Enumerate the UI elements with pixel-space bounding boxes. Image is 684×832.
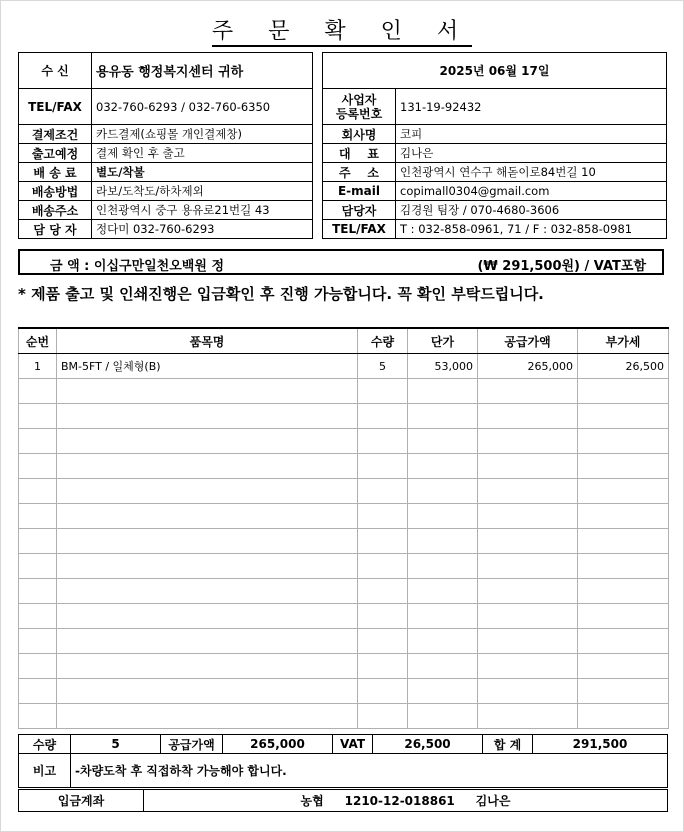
col-header-no: 순번 bbox=[19, 328, 57, 354]
address-label: 주 소 bbox=[323, 163, 396, 182]
tel-fax-value: 032-760-6293 / 032-760-6350 bbox=[92, 89, 313, 125]
ship-schedule-label: 출고예정 bbox=[19, 144, 92, 163]
empty-cell bbox=[19, 429, 57, 454]
row-supply: 265,000 bbox=[478, 354, 578, 379]
email-value: copimall0304@gmail.com bbox=[396, 182, 667, 201]
empty-cell bbox=[358, 529, 408, 554]
payment-terms-label: 결제조건 bbox=[19, 125, 92, 144]
empty-cell bbox=[578, 504, 669, 529]
table-row-empty bbox=[19, 504, 669, 529]
ship-schedule-value: 결제 확인 후 출고 bbox=[92, 144, 313, 163]
empty-cell bbox=[358, 629, 408, 654]
empty-cell bbox=[19, 404, 57, 429]
row-vat: 26,500 bbox=[578, 354, 669, 379]
col-header-vat: 부가세 bbox=[578, 328, 669, 354]
amount-korean: 금 액 : 이십구만일천오백원 정 bbox=[50, 259, 224, 274]
biz-reg-value: 131-19-92432 bbox=[396, 89, 667, 125]
empty-cell bbox=[19, 504, 57, 529]
empty-cell bbox=[478, 529, 578, 554]
empty-cell bbox=[358, 479, 408, 504]
table-row-empty bbox=[19, 579, 669, 604]
empty-cell bbox=[578, 604, 669, 629]
sum-total-value: 291,500 bbox=[533, 735, 668, 754]
table-row-empty bbox=[19, 654, 669, 679]
empty-cell bbox=[578, 379, 669, 404]
table-row-empty bbox=[19, 479, 669, 504]
table-row-empty bbox=[19, 454, 669, 479]
empty-cell bbox=[478, 429, 578, 454]
note-value: -차량도착 후 직접하착 가능해야 합니다. bbox=[71, 754, 668, 788]
recipient-label: 수 신 bbox=[19, 53, 92, 89]
note-label: 비고 bbox=[19, 754, 71, 788]
supplier-table bbox=[322, 52, 667, 239]
bank-label: 입금계좌 bbox=[19, 790, 144, 812]
empty-cell bbox=[478, 404, 578, 429]
empty-cell bbox=[358, 454, 408, 479]
empty-cell bbox=[57, 629, 358, 654]
table-row bbox=[19, 354, 669, 379]
company-label: 회사명 bbox=[323, 125, 396, 144]
sum-vat-value: 26,500 bbox=[373, 735, 483, 754]
payment-notice: * 제품 출고 및 인쇄진행은 입금확인 후 진행 가능합니다. 꼭 확인 부탁드립니다. bbox=[18, 285, 544, 303]
empty-cell bbox=[57, 579, 358, 604]
table-row-empty bbox=[19, 629, 669, 654]
manager-value: 김경원 팀장 / 070-4680-3606 bbox=[396, 201, 667, 220]
address-value: 인천광역시 연수구 해돋이로84번길 10 bbox=[396, 163, 667, 182]
sum-vat-label: VAT bbox=[333, 735, 373, 754]
table-row-empty bbox=[19, 429, 669, 454]
empty-cell bbox=[19, 529, 57, 554]
ship-method-label: 배송방법 bbox=[19, 182, 92, 201]
empty-cell bbox=[19, 604, 57, 629]
empty-cell bbox=[19, 679, 57, 704]
empty-cell bbox=[578, 454, 669, 479]
note-table bbox=[18, 753, 668, 788]
empty-cell bbox=[478, 554, 578, 579]
empty-cell bbox=[478, 479, 578, 504]
company-value: 코피 bbox=[396, 125, 667, 144]
table-row-empty bbox=[19, 604, 669, 629]
empty-cell bbox=[57, 454, 358, 479]
ceo-value: 김나은 bbox=[396, 144, 667, 163]
empty-cell bbox=[57, 704, 358, 729]
table-row-empty bbox=[19, 529, 669, 554]
empty-cell bbox=[478, 654, 578, 679]
empty-cell bbox=[408, 479, 478, 504]
ship-method-value: 라보/도착도/하차제외 bbox=[92, 182, 313, 201]
empty-cell bbox=[57, 404, 358, 429]
empty-cell bbox=[478, 454, 578, 479]
amount-box bbox=[18, 249, 664, 275]
empty-cell bbox=[57, 479, 358, 504]
empty-cell bbox=[57, 529, 358, 554]
col-header-item: 품목명 bbox=[57, 328, 358, 354]
email-label: E-mail bbox=[323, 182, 396, 201]
empty-cell bbox=[578, 629, 669, 654]
empty-cell bbox=[478, 629, 578, 654]
empty-cell bbox=[578, 479, 669, 504]
empty-cell bbox=[478, 504, 578, 529]
bank-table bbox=[18, 789, 668, 812]
empty-cell bbox=[408, 554, 478, 579]
col-header-qty: 수량 bbox=[358, 328, 408, 354]
empty-cell bbox=[358, 654, 408, 679]
empty-cell bbox=[408, 429, 478, 454]
empty-cell bbox=[408, 504, 478, 529]
empty-cell bbox=[358, 604, 408, 629]
empty-cell bbox=[578, 704, 669, 729]
empty-cell bbox=[358, 504, 408, 529]
sum-supply-label: 공급가액 bbox=[161, 735, 223, 754]
empty-cell bbox=[408, 529, 478, 554]
manager-label: 담당자 bbox=[323, 201, 396, 220]
empty-cell bbox=[57, 679, 358, 704]
empty-cell bbox=[57, 554, 358, 579]
table-row-empty bbox=[19, 679, 669, 704]
table-row-empty bbox=[19, 379, 669, 404]
shipping-fee-label: 배 송 료 bbox=[19, 163, 92, 182]
empty-cell bbox=[19, 579, 57, 604]
sum-qty-value: 5 bbox=[71, 735, 161, 754]
items-table bbox=[18, 327, 669, 729]
contact-person-label: 담 당 자 bbox=[19, 220, 92, 239]
empty-cell bbox=[358, 429, 408, 454]
bank-value: 농협 1210-12-018861 김나은 bbox=[144, 790, 668, 812]
row-item: BM-5FT / 일체형(B) bbox=[57, 354, 358, 379]
row-qty: 5 bbox=[358, 354, 408, 379]
col-header-supply: 공급가액 bbox=[478, 328, 578, 354]
payment-terms-value: 카드결제(쇼핑몰 개인결제창) bbox=[92, 125, 313, 144]
tel-fax-label: TEL/FAX bbox=[19, 89, 92, 125]
document-title: 주 문 확 인 서 bbox=[0, 14, 684, 45]
empty-cell bbox=[358, 679, 408, 704]
empty-cell bbox=[408, 704, 478, 729]
empty-cell bbox=[57, 604, 358, 629]
recipient-table bbox=[18, 52, 313, 239]
empty-cell bbox=[358, 554, 408, 579]
sum-qty-label: 수량 bbox=[19, 735, 71, 754]
table-row-empty bbox=[19, 554, 669, 579]
empty-cell bbox=[57, 429, 358, 454]
empty-cell bbox=[408, 379, 478, 404]
empty-cell bbox=[408, 604, 478, 629]
biz-reg-label: 사업자 등록번호 bbox=[323, 89, 396, 125]
empty-cell bbox=[478, 679, 578, 704]
empty-cell bbox=[578, 529, 669, 554]
empty-cell bbox=[358, 704, 408, 729]
empty-cell bbox=[408, 654, 478, 679]
empty-cell bbox=[478, 704, 578, 729]
summary-table bbox=[18, 734, 668, 754]
supplier-tel-label: TEL/FAX bbox=[323, 220, 396, 239]
contact-person-value: 정다미 032-760-6293 bbox=[92, 220, 313, 239]
row-no: 1 bbox=[19, 354, 57, 379]
order-date: 2025년 06월 17일 bbox=[323, 53, 667, 89]
empty-cell bbox=[358, 404, 408, 429]
empty-cell bbox=[578, 404, 669, 429]
amount-numeric: (₩ 291,500원) / VAT포함 bbox=[477, 259, 646, 274]
empty-cell bbox=[408, 679, 478, 704]
col-header-unit-price: 단가 bbox=[408, 328, 478, 354]
table-row-empty bbox=[19, 704, 669, 729]
ship-address-label: 배송주소 bbox=[19, 201, 92, 220]
ceo-label: 대 표 bbox=[323, 144, 396, 163]
shipping-fee-value: 별도/착불 bbox=[92, 163, 313, 182]
empty-cell bbox=[578, 654, 669, 679]
empty-cell bbox=[358, 579, 408, 604]
empty-cell bbox=[408, 629, 478, 654]
sum-supply-value: 265,000 bbox=[223, 735, 333, 754]
row-unit-price: 53,000 bbox=[408, 354, 478, 379]
empty-cell bbox=[19, 654, 57, 679]
empty-cell bbox=[19, 704, 57, 729]
supplier-tel-value: T : 032-858-0961, 71 / F : 032-858-0981 bbox=[396, 220, 667, 239]
empty-cell bbox=[19, 554, 57, 579]
empty-cell bbox=[578, 579, 669, 604]
empty-cell bbox=[19, 379, 57, 404]
empty-cell bbox=[478, 604, 578, 629]
empty-cell bbox=[19, 629, 57, 654]
ship-address-value: 인천광역시 중구 용유로21번길 43 bbox=[92, 201, 313, 220]
empty-cell bbox=[358, 379, 408, 404]
empty-cell bbox=[578, 679, 669, 704]
table-row-empty bbox=[19, 404, 669, 429]
empty-cell bbox=[57, 379, 358, 404]
empty-cell bbox=[408, 579, 478, 604]
recipient-value: 용유동 행정복지센터 귀하 bbox=[92, 53, 313, 89]
empty-cell bbox=[408, 454, 478, 479]
empty-cell bbox=[19, 454, 57, 479]
empty-cell bbox=[578, 554, 669, 579]
empty-cell bbox=[478, 379, 578, 404]
empty-cell bbox=[19, 479, 57, 504]
empty-cell bbox=[578, 429, 669, 454]
empty-cell bbox=[408, 404, 478, 429]
empty-cell bbox=[57, 504, 358, 529]
sum-total-label: 합 계 bbox=[483, 735, 533, 754]
empty-cell bbox=[478, 579, 578, 604]
empty-cell bbox=[57, 654, 358, 679]
